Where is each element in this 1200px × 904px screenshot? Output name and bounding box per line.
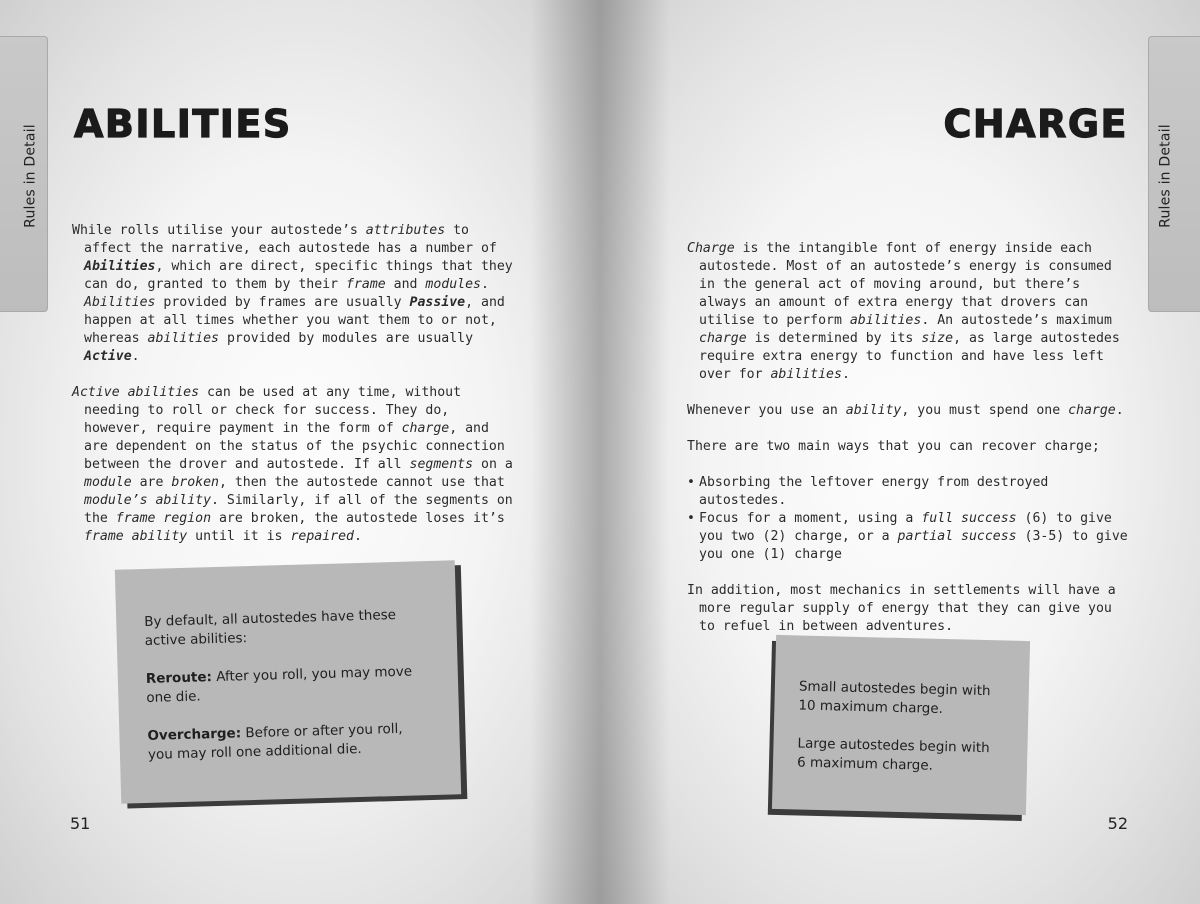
italic-term: segments <box>409 457 474 472</box>
chapter-tab-label: Rules in Detail <box>22 124 39 228</box>
italic-term: Charge <box>687 241 735 256</box>
text-run: and <box>385 277 426 292</box>
paragraph <box>687 582 1135 636</box>
text-run: until it is <box>187 529 291 544</box>
bullet-item <box>687 510 1135 564</box>
right-page <box>600 0 1200 904</box>
overcharge-text: Before or after you roll, you may roll one additional die. <box>147 720 403 763</box>
text-run: . <box>841 367 850 382</box>
text-run: , you must spend one <box>901 403 1069 418</box>
text-run: , and happen at all times whether you want them to or not, whereas <box>84 295 505 346</box>
sticky-note <box>115 560 461 803</box>
text-run: Absorbing the leftover energy from destroyed autostedes. <box>699 475 1049 508</box>
gutter-shadow <box>600 0 670 904</box>
chapter-tab <box>1148 36 1200 312</box>
text-run: , and are dependent on the status of the psychic connection between the drover and autostede. If all <box>84 421 505 472</box>
text-run: are <box>131 475 172 490</box>
italic-term: size <box>921 331 954 346</box>
bold-term: Passive <box>409 295 466 310</box>
text-run: Whenever you use an <box>687 403 846 418</box>
text-run: . <box>131 349 140 364</box>
italic-term: full success <box>921 511 1017 526</box>
gutter-shadow <box>530 0 600 904</box>
italic-term: frame region <box>115 511 212 526</box>
italic-term: attributes <box>365 223 446 238</box>
italic-term: modules <box>425 277 481 292</box>
text-run: provided by frames are usually <box>155 295 410 310</box>
italic-term: abilities <box>770 367 842 382</box>
bullet-item <box>687 474 1135 510</box>
note-paper <box>115 560 461 803</box>
paragraph <box>687 402 1135 420</box>
paragraph <box>687 438 1135 456</box>
note-intro: By default, all autostedes have these active abilities: <box>144 606 397 649</box>
paragraph <box>72 384 518 546</box>
italic-term: frame <box>346 277 386 292</box>
text-run: , then the autostede cannot use that <box>218 475 505 490</box>
text-run: , which are direct, specific things that they can do, granted to them by their <box>84 259 513 292</box>
text-run: . <box>481 277 489 292</box>
italic-term: ability <box>845 403 902 418</box>
page-number: 52 <box>1107 814 1128 833</box>
text-run: can be used at any time, without needing to roll or check for success. They do, however, require payment in the form of <box>84 385 462 436</box>
body-text <box>72 222 518 564</box>
reroute-label: Reroute: <box>145 669 213 687</box>
italic-term: Abilities <box>84 295 156 310</box>
text-run: is the intangible font of energy inside each autostede. Most of an autostede’s energy is consumed in the general act of moving around, but there’s always an amount of extra energy that drovers can utilise to perform <box>699 241 1112 328</box>
text-run: . <box>353 529 362 544</box>
text-run: . Similarly, if all of the segments on the <box>84 493 513 526</box>
text-run: Focus for a moment, using a <box>699 511 922 526</box>
italic-term: abilities <box>849 313 922 328</box>
text-run: In addition, most mechanics in settlements will have a more regular supply of energy that they can give you to refuel in between adventures. <box>687 583 1116 634</box>
text-run: provided by modules are usually <box>219 331 474 346</box>
chapter-tab-label: Rules in Detail <box>1157 124 1174 228</box>
reroute-text: After you roll, you may move one die. <box>146 663 413 706</box>
italic-term: Active abilities <box>72 385 200 400</box>
italic-term: frame ability <box>84 529 188 544</box>
text-run: . <box>1115 403 1124 418</box>
sticky-note <box>772 635 1030 815</box>
overcharge-label: Overcharge: <box>147 725 242 744</box>
italic-term: broken <box>171 475 219 490</box>
text-run: While rolls utilise your autostede’s <box>72 223 366 238</box>
chapter-tab <box>0 36 48 312</box>
italic-term: module’s ability <box>84 493 212 508</box>
bold-term: Abilities <box>84 259 156 274</box>
text-run: There are two main ways that you can recover charge; <box>687 439 1100 454</box>
italic-term: module <box>84 475 132 490</box>
italic-term: abilities <box>147 331 219 346</box>
italic-term: charge <box>1068 403 1116 418</box>
note-paper <box>772 635 1030 815</box>
bold-term: Active <box>84 349 132 364</box>
bullet-list <box>687 474 1135 564</box>
text-run: , as large autostedes require extra energy to function and have less left over for <box>699 331 1120 382</box>
text-run: to affect the narrative, each autostede has a number of <box>84 223 497 256</box>
italic-term: charge <box>699 331 747 346</box>
page-number: 51 <box>70 814 91 833</box>
italic-term: charge <box>401 421 450 436</box>
text-run: . An autostede’s maximum <box>921 313 1112 328</box>
section-heading: ABILITIES <box>74 102 292 146</box>
text-run: (3-5) to give you one (1) charge <box>699 529 1128 562</box>
note-large: Large autostedes begin with 6 maximum charge. <box>796 735 990 774</box>
text-run: is determined by its <box>746 331 922 346</box>
note-overcharge <box>147 719 430 765</box>
body-text <box>687 240 1135 654</box>
text-run: are broken, the autostede loses it’s <box>211 511 505 526</box>
italic-term: repaired <box>290 529 354 544</box>
text-run: on a <box>473 457 513 472</box>
italic-term: partial success <box>897 529 1017 544</box>
section-heading: CHARGE <box>943 102 1128 146</box>
paragraph <box>687 240 1135 384</box>
paragraph <box>72 222 518 366</box>
note-reroute <box>146 662 429 708</box>
text-run: (6) to give you two (2) charge, or a <box>699 511 1112 544</box>
note-small: Small autostedes begin with 10 maximum charge. <box>798 678 991 718</box>
